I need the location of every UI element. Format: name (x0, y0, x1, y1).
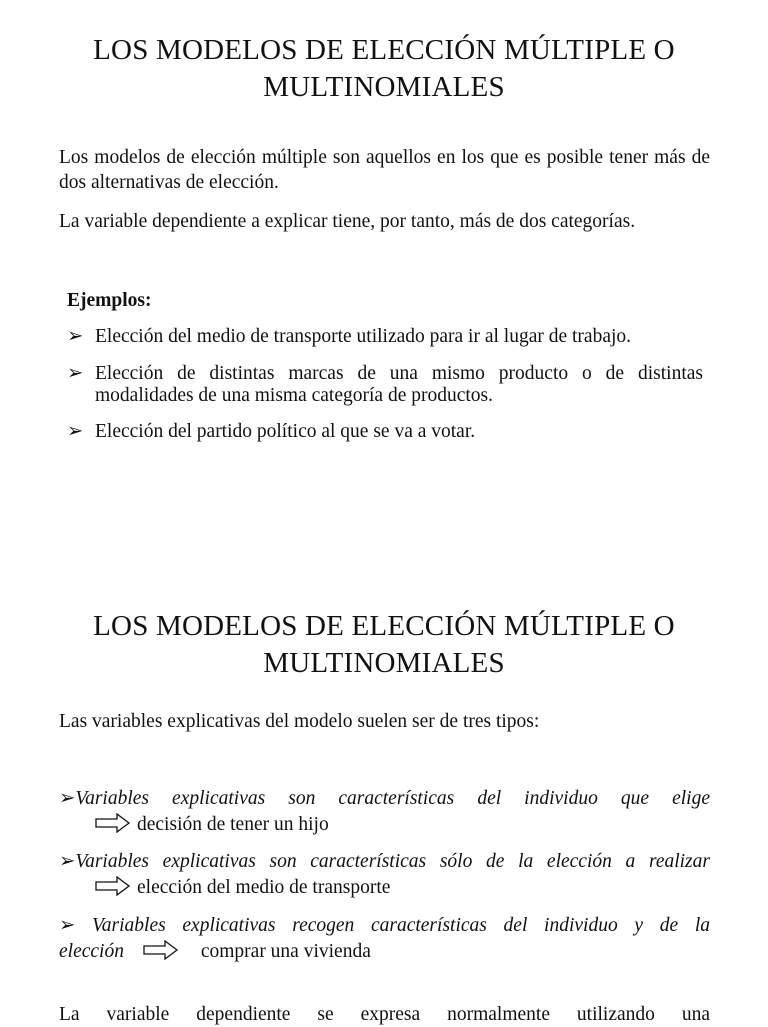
variable-type-example: decisión de tener un hijo (137, 814, 329, 835)
variable-type-example: comprar una vivienda (200, 941, 371, 962)
example-item-1 (67, 326, 703, 348)
slide1-title (0, 32, 768, 106)
example-text: Elección del partido político al que se va a votar. (95, 421, 476, 442)
right-arrow-outline-icon (143, 940, 179, 960)
bullet-arrow-icon: ➢ (67, 326, 84, 347)
slide2-title (0, 608, 768, 682)
slide1-paragraph1: Los modelos de elección múltiple son aquellos en los que es posible tener más de dos alternativas de elección. (59, 147, 710, 193)
bullet-arrow-icon: ➢ (59, 915, 76, 936)
slide2-title-line1: LOS MODELOS DE ELECCIÓN MÚLTIPLE O (93, 610, 675, 642)
slide2-intro: Las variables explicativas del modelo suelen ser de tres tipos: (59, 711, 540, 732)
right-arrow-outline-icon (95, 813, 131, 833)
example-item-2 (67, 363, 703, 407)
variable-type-3 (59, 913, 710, 965)
bullet-arrow-icon: ➢ (59, 851, 76, 872)
bullet-arrow-icon: ➢ (67, 363, 84, 384)
bullet-arrow-icon: ➢ (67, 421, 84, 442)
closing-paragraph: La variable dependiente se expresa normalmente utilizando una (59, 1004, 710, 1025)
example-text: Elección del medio de transporte utilizado para ir al lugar de trabajo. (95, 326, 632, 347)
variable-type-text: Variables explicativas son características sólo de la elección a realizar (75, 851, 710, 872)
slide1-title-line2: MULTINOMIALES (263, 71, 505, 103)
variable-type-example: elección del medio de transporte (137, 877, 391, 898)
example-item-3 (67, 421, 703, 443)
variable-type-text: Variables explicativas recogen características del individuo y de la (92, 915, 710, 936)
right-arrow-outline-icon (95, 876, 131, 896)
slide1-title-line1: LOS MODELOS DE ELECCIÓN MÚLTIPLE O (93, 34, 675, 66)
variable-type-2 (59, 849, 710, 901)
slide1-paragraph2: La variable dependiente a explicar tiene, por tanto, más de dos categorías. (59, 211, 636, 232)
variable-type-1 (59, 786, 710, 838)
variable-type-text: Variables explicativas son características del individuo que elige (75, 788, 710, 809)
example-text: Elección de distintas marcas de una mismo producto o de distintas modalidades de una misma categoría de productos. (95, 363, 703, 406)
slide2-title-line2: MULTINOMIALES (263, 647, 505, 679)
bullet-arrow-icon: ➢ (59, 788, 76, 809)
examples-heading: Ejemplos: (67, 290, 152, 311)
variable-type-continuation: elección (59, 941, 124, 962)
